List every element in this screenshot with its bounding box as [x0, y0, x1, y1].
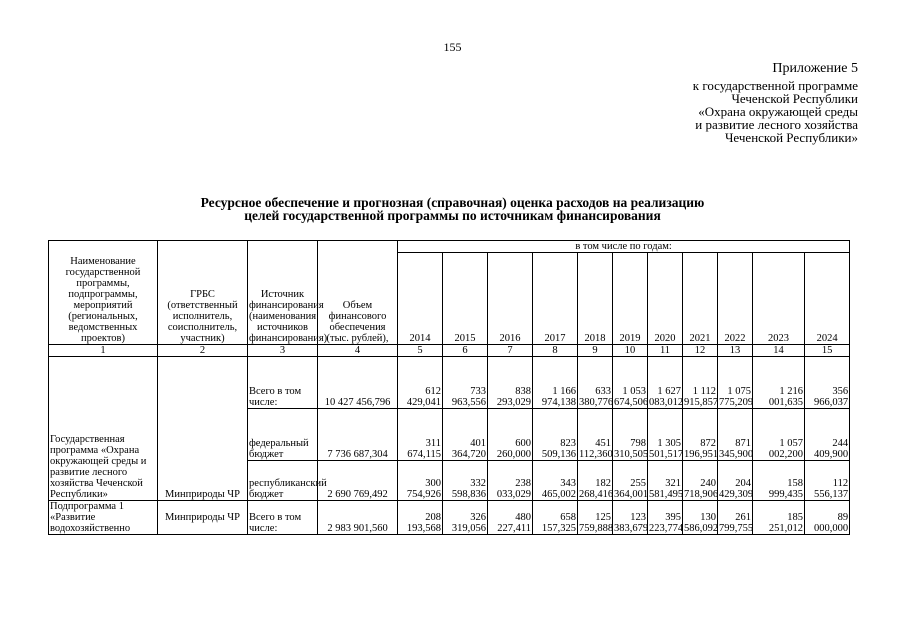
- row-year-value: 633 380,776: [578, 357, 613, 409]
- header-year: 2021: [683, 253, 718, 345]
- appendix-title: Приложение 5: [772, 61, 858, 76]
- row-year-value: 871 345,900: [718, 409, 753, 461]
- row-year-value: 395 223,774: [648, 501, 683, 535]
- row-year-value: 823 509,136: [533, 409, 578, 461]
- row-year-value: 1 112 915,857: [683, 357, 718, 409]
- column-number: 8: [533, 345, 578, 357]
- column-number: 6: [443, 345, 488, 357]
- column-number: 7: [488, 345, 533, 357]
- appendix-line: Чеченской Республики: [731, 91, 858, 106]
- row-year-value: 125 759,888: [578, 501, 613, 535]
- row-volume: 2 983 901,560: [318, 501, 398, 535]
- column-number: 5: [398, 345, 443, 357]
- table-row: [49, 357, 850, 409]
- appendix-line: и развитие лесного хозяйства: [695, 117, 858, 132]
- row-volume: 7 736 687,304: [318, 409, 398, 461]
- column-number: 1: [49, 345, 158, 357]
- row-year-value: 321 581,495: [648, 461, 683, 501]
- row-year-value: 872 196,951: [683, 409, 718, 461]
- row-year-value: 182 268,416: [578, 461, 613, 501]
- row-year-value: 798 310,505: [613, 409, 648, 461]
- header-grbs: ГРБС (ответственный исполнитель, соисполнитель, участник): [158, 241, 248, 345]
- row-year-value: 300 754,926: [398, 461, 443, 501]
- header-year: 2023: [753, 253, 805, 345]
- header-name: Наименование государственной программы, подпрограммы, мероприятий (региональных, ведомственных проектов): [49, 241, 158, 345]
- column-number: 12: [683, 345, 718, 357]
- row-year-value: 480 227,411: [488, 501, 533, 535]
- row-volume: 10 427 456,796: [318, 357, 398, 409]
- row-year-value: 356 966,037: [805, 357, 850, 409]
- column-number: 4: [318, 345, 398, 357]
- row-year-value: 343 465,002: [533, 461, 578, 501]
- header-year: 2024: [805, 253, 850, 345]
- row-year-value: 332 598,836: [443, 461, 488, 501]
- row-year-value: 600 260,000: [488, 409, 533, 461]
- column-number: 9: [578, 345, 613, 357]
- row-year-value: 733 963,556: [443, 357, 488, 409]
- row-year-value: 208 193,568: [398, 501, 443, 535]
- page-number: 155: [443, 40, 462, 54]
- row-year-value: 240 718,906: [683, 461, 718, 501]
- row-source: республиканский бюджет: [248, 461, 318, 501]
- row-source: федеральный бюджет: [248, 409, 318, 461]
- row-year-value: 326 319,056: [443, 501, 488, 535]
- header-year: 2019: [613, 253, 648, 345]
- column-number: 13: [718, 345, 753, 357]
- row-name: Государственная программа «Охрана окружающей среды и развитие лесного хозяйства Чеченской Республики»: [49, 357, 158, 501]
- header-year: 2017: [533, 253, 578, 345]
- column-number: 2: [158, 345, 248, 357]
- header-volume: Объем финансового обеспечения (тыс. рублей),: [318, 241, 398, 345]
- row-year-value: 123 383,679: [613, 501, 648, 535]
- row-year-value: 1 627 083,012: [648, 357, 683, 409]
- header-year: 2022: [718, 253, 753, 345]
- row-year-value: 158 999,435: [753, 461, 805, 501]
- row-year-value: 255 364,001: [613, 461, 648, 501]
- header-year: 2014: [398, 253, 443, 345]
- row-year-value: 1 216 001,635: [753, 357, 805, 409]
- row-year-value: 401 364,720: [443, 409, 488, 461]
- row-year-value: 1 053 674,506: [613, 357, 648, 409]
- row-year-value: 244 409,900: [805, 409, 850, 461]
- row-year-value: 658 157,325: [533, 501, 578, 535]
- column-number: 3: [248, 345, 318, 357]
- row-year-value: 185 251,012: [753, 501, 805, 535]
- row-year-value: 1 305 501,517: [648, 409, 683, 461]
- row-source: Всего в том числе:: [248, 501, 318, 535]
- row-grbs: Минприроды ЧР: [158, 501, 248, 535]
- row-year-value: 1 075 775,209: [718, 357, 753, 409]
- header-year: 2016: [488, 253, 533, 345]
- row-source: Всего в том числе:: [248, 357, 318, 409]
- column-number: 15: [805, 345, 850, 357]
- row-name: Подпрограмма 1 «Развитие водохозяйственно: [49, 501, 158, 535]
- header-year: 2018: [578, 253, 613, 345]
- row-year-value: 204 429,309: [718, 461, 753, 501]
- header-by-years: в том числе по годам:: [398, 241, 850, 253]
- header-source: Источник финансирования (наименования источников финансирования): [248, 241, 318, 345]
- document-title-line: целей государственной программы по источникам финансирования: [244, 208, 661, 223]
- row-year-value: 1 166 974,138: [533, 357, 578, 409]
- appendix-line: Чеченской Республики»: [724, 130, 858, 145]
- row-year-value: 451 112,360: [578, 409, 613, 461]
- row-year-value: 261 799,755: [718, 501, 753, 535]
- appendix-line: к государственной программе: [692, 78, 858, 93]
- document-title-line: Ресурсное обеспечение и прогнозная (справочная) оценка расходов на реализацию: [200, 195, 705, 210]
- table-row: [49, 501, 850, 535]
- row-grbs: Минприроды ЧР: [158, 357, 248, 501]
- document-title: [0, 196, 905, 222]
- funding-table: [48, 240, 850, 535]
- header-year: 2020: [648, 253, 683, 345]
- appendix-header: [693, 60, 858, 144]
- row-year-value: 89 000,000: [805, 501, 850, 535]
- row-volume: 2 690 769,492: [318, 461, 398, 501]
- header-year: 2015: [443, 253, 488, 345]
- row-year-value: 130 586,092: [683, 501, 718, 535]
- column-number: 10: [613, 345, 648, 357]
- row-year-value: 612 429,041: [398, 357, 443, 409]
- row-year-value: 311 674,115: [398, 409, 443, 461]
- appendix-line: «Охрана окружающей среды: [698, 104, 858, 119]
- column-number: 11: [648, 345, 683, 357]
- row-year-value: 838 293,029: [488, 357, 533, 409]
- row-year-value: 1 057 002,200: [753, 409, 805, 461]
- row-year-value: 112 556,137: [805, 461, 850, 501]
- row-year-value: 238 033,029: [488, 461, 533, 501]
- column-number: 14: [753, 345, 805, 357]
